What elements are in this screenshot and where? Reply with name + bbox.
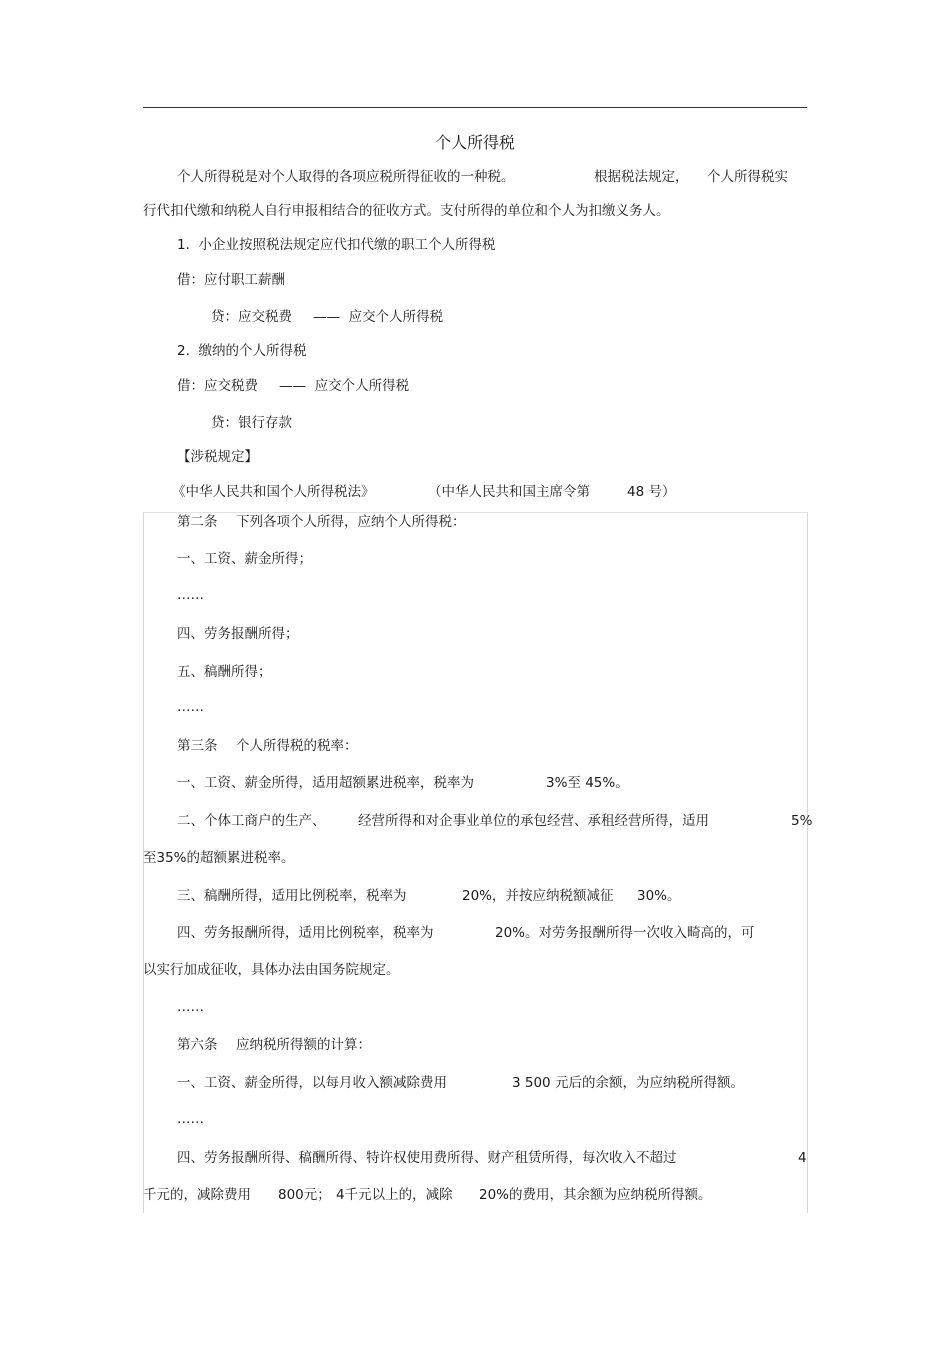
law-line-rate: 30%。	[637, 888, 681, 904]
article-3-text: 个人所得税的税率：	[236, 738, 358, 754]
document-title: 个人所得税	[434, 133, 515, 152]
ellipsis: ……	[177, 699, 204, 715]
law-line-rate: 20%，并按应纳税额减征	[462, 888, 614, 904]
law-line-rate: 20%的费用，其余额为应纳税所得额。	[479, 1187, 712, 1203]
law-line: 四、劳务报酬所得；	[177, 626, 299, 642]
entry-credit-2: 贷：银行存款	[211, 415, 292, 431]
entry-heading-1: 1. 小企业按照税法规定应代扣代缴的职工个人所得税	[177, 237, 496, 253]
ellipsis: ……	[177, 1111, 204, 1127]
intro-line-2: 行代扣代缴和纳税人自行申报相结合的征收方式。支付所得的单位和个人为扣缴义务人。	[143, 203, 670, 219]
law-line: 四、劳务报酬所得，适用比例税率，税率为	[177, 925, 434, 941]
law-line-cont: 3 500 元后的余额，为应纳税所得额。	[512, 1075, 744, 1091]
law-order: （中华人民共和国主席令第	[428, 484, 590, 500]
entry-credit-1: 贷：应交税费	[211, 309, 292, 325]
law-line: 以实行加成征收，具体办法由国务院规定。	[143, 962, 400, 978]
law-line: 至35%的超额累进税率。	[143, 850, 295, 866]
law-line: 三、稿酬所得，适用比例税率，税率为	[177, 888, 407, 904]
ellipsis: ……	[177, 999, 204, 1015]
law-order-number: 48 号）	[627, 484, 676, 500]
intro-line-1c: 个人所得税实	[707, 169, 788, 185]
header-rule	[143, 107, 807, 108]
law-line: 千元的，减除费用	[143, 1187, 251, 1203]
intro-line-1a: 个人所得税是对个人取得的各项应税所得征收的一种税。	[177, 169, 515, 185]
law-line: 一、工资、薪金所得；	[177, 551, 312, 567]
law-line: 四、劳务报酬所得、稿酬所得、特许权使用费所得、财产租赁所得，每次收入不超过	[177, 1150, 677, 1166]
law-line-cont: 4	[798, 1150, 807, 1166]
entry-debit-2: 借：应交税费	[177, 378, 258, 394]
intro-line-1b: 根据税法规定，	[594, 169, 689, 185]
entry-credit-1-sub: —— 应交个人所得税	[313, 309, 444, 325]
law-line-amount: 800元；	[278, 1187, 331, 1203]
law-line: 一、工资、薪金所得，以每月收入额减除费用	[177, 1075, 447, 1091]
article-2-text: 下列各项个人所得，应纳个人所得税：	[236, 514, 466, 530]
article-3-label: 第三条	[177, 738, 218, 754]
law-line-cont: 经营所得和对企事业单位的承包经营、承租经营所得，适用	[358, 813, 709, 829]
law-line-cont: 4千元以上的，减除	[336, 1187, 453, 1203]
law-line-rate: 5%	[791, 813, 813, 829]
law-title: 《中华人民共和国个人所得税法》	[172, 484, 375, 500]
ellipsis: ……	[177, 587, 204, 603]
article-2-label: 第二条	[177, 514, 218, 530]
entry-debit-1: 借：应付职工薪酬	[177, 272, 285, 288]
tax-provisions-heading: 【涉税规定】	[177, 449, 258, 465]
article-6-label: 第六条	[177, 1037, 218, 1053]
entry-debit-2-sub: —— 应交个人所得税	[279, 378, 410, 394]
law-line-cont: 20%。对劳务报酬所得一次收入畸高的，可	[495, 925, 755, 941]
law-line: 二、个体工商户的生产、	[177, 813, 326, 829]
law-line: 一、工资、薪金所得，适用超额累进税率，税率为	[177, 775, 474, 791]
article-6-text: 应纳税所得额的计算：	[236, 1037, 371, 1053]
law-line: 五、稿酬所得；	[177, 664, 272, 680]
law-line-rate: 3%至 45%。	[546, 775, 629, 791]
entry-heading-2: 2. 缴纳的个人所得税	[177, 343, 307, 359]
